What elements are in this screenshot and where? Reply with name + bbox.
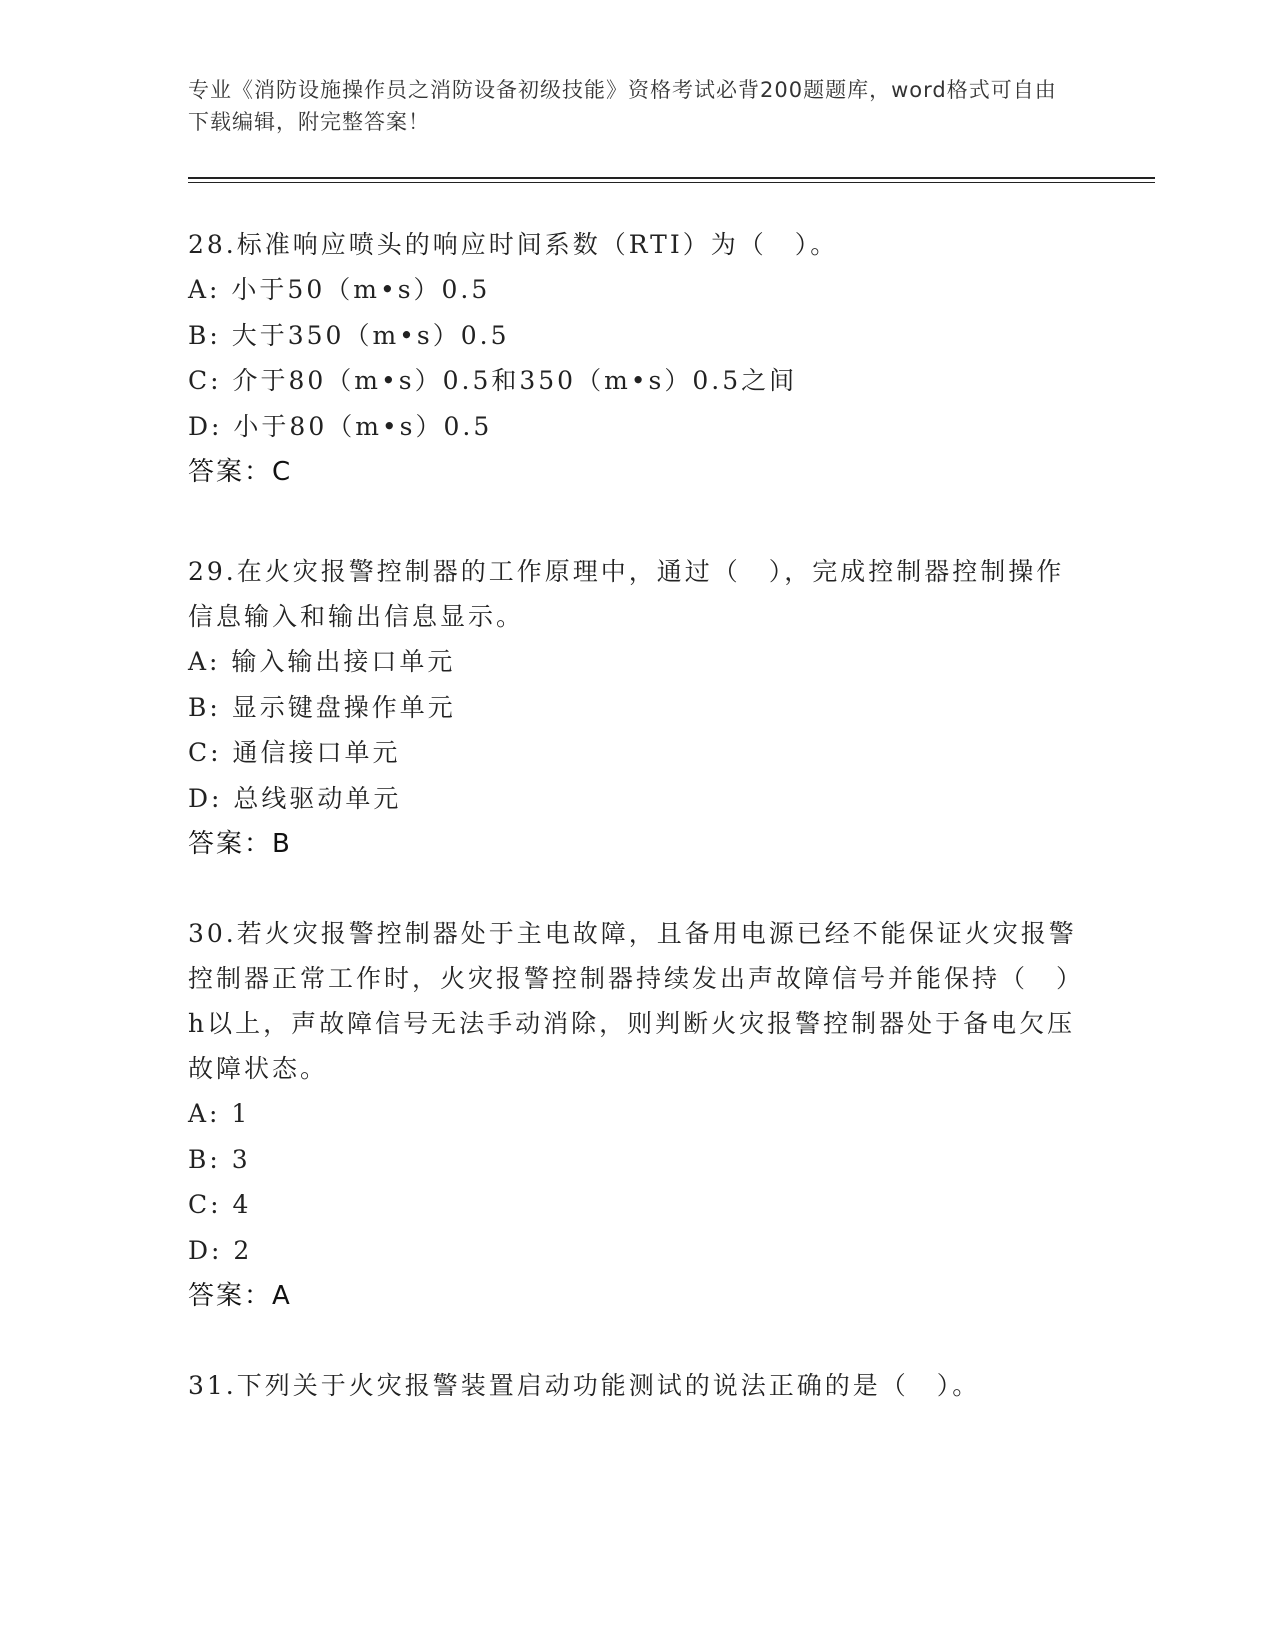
header-divider (188, 177, 1155, 179)
option-c: C: 介于80（m•s）0.5和350（m•s）0.5之间 (188, 366, 798, 395)
answer: 答案：C (188, 457, 293, 487)
option-b: B: 显示键盘操作单元 (188, 692, 456, 722)
question-stem: 29.在火灾报警控制器的工作原理中，通过（ ），完成控制器控制操作信息输入和输出信息显示。 (188, 557, 1065, 631)
document-header: 专业《消防设施操作员之消防设备初级技能》资格考试必背200题题库，word格式可自由下载编辑，附完整答案！ (188, 78, 1057, 134)
answer: 答案：A (188, 1281, 292, 1311)
header-divider-thin (188, 182, 1155, 183)
question-stem: 31.下列关于火灾报警装置启动功能测试的说法正确的是（ ）。 (188, 1371, 981, 1400)
option-a: A: 1 (188, 1099, 251, 1128)
question-31 (188, 1363, 1088, 1408)
answer: 答案：B (188, 829, 292, 859)
option-d: D: 2 (188, 1235, 253, 1265)
option-a: A: 小于50（m•s）0.5 (188, 275, 491, 304)
question-29 (188, 549, 1088, 867)
question-stem: 28.标准响应喷头的响应时间系数（RTI）为（ ）。 (188, 230, 839, 259)
question-stem: 30.若火灾报警控制器处于主电故障，且备用电源已经不能保证火灾报警控制器正常工作时，火灾报警控制器持续发出声故障信号并能保持（ ）h以上，声故障信号无法手动消除，则判断火灾报警控制器处于备电欠压故障状态。 (188, 919, 1085, 1083)
option-c: C: 通信接口单元 (188, 738, 401, 767)
option-a: A: 输入输出接口单元 (188, 647, 456, 676)
option-b: B: 大于350（m•s）0.5 (188, 320, 510, 350)
question-28 (188, 222, 1088, 495)
option-d: D: 小于80（m•s）0.5 (188, 411, 493, 441)
option-d: D: 总线驱动单元 (188, 783, 402, 813)
option-b: B: 3 (188, 1144, 251, 1174)
option-c: C: 4 (188, 1190, 252, 1219)
question-30 (188, 911, 1088, 1319)
